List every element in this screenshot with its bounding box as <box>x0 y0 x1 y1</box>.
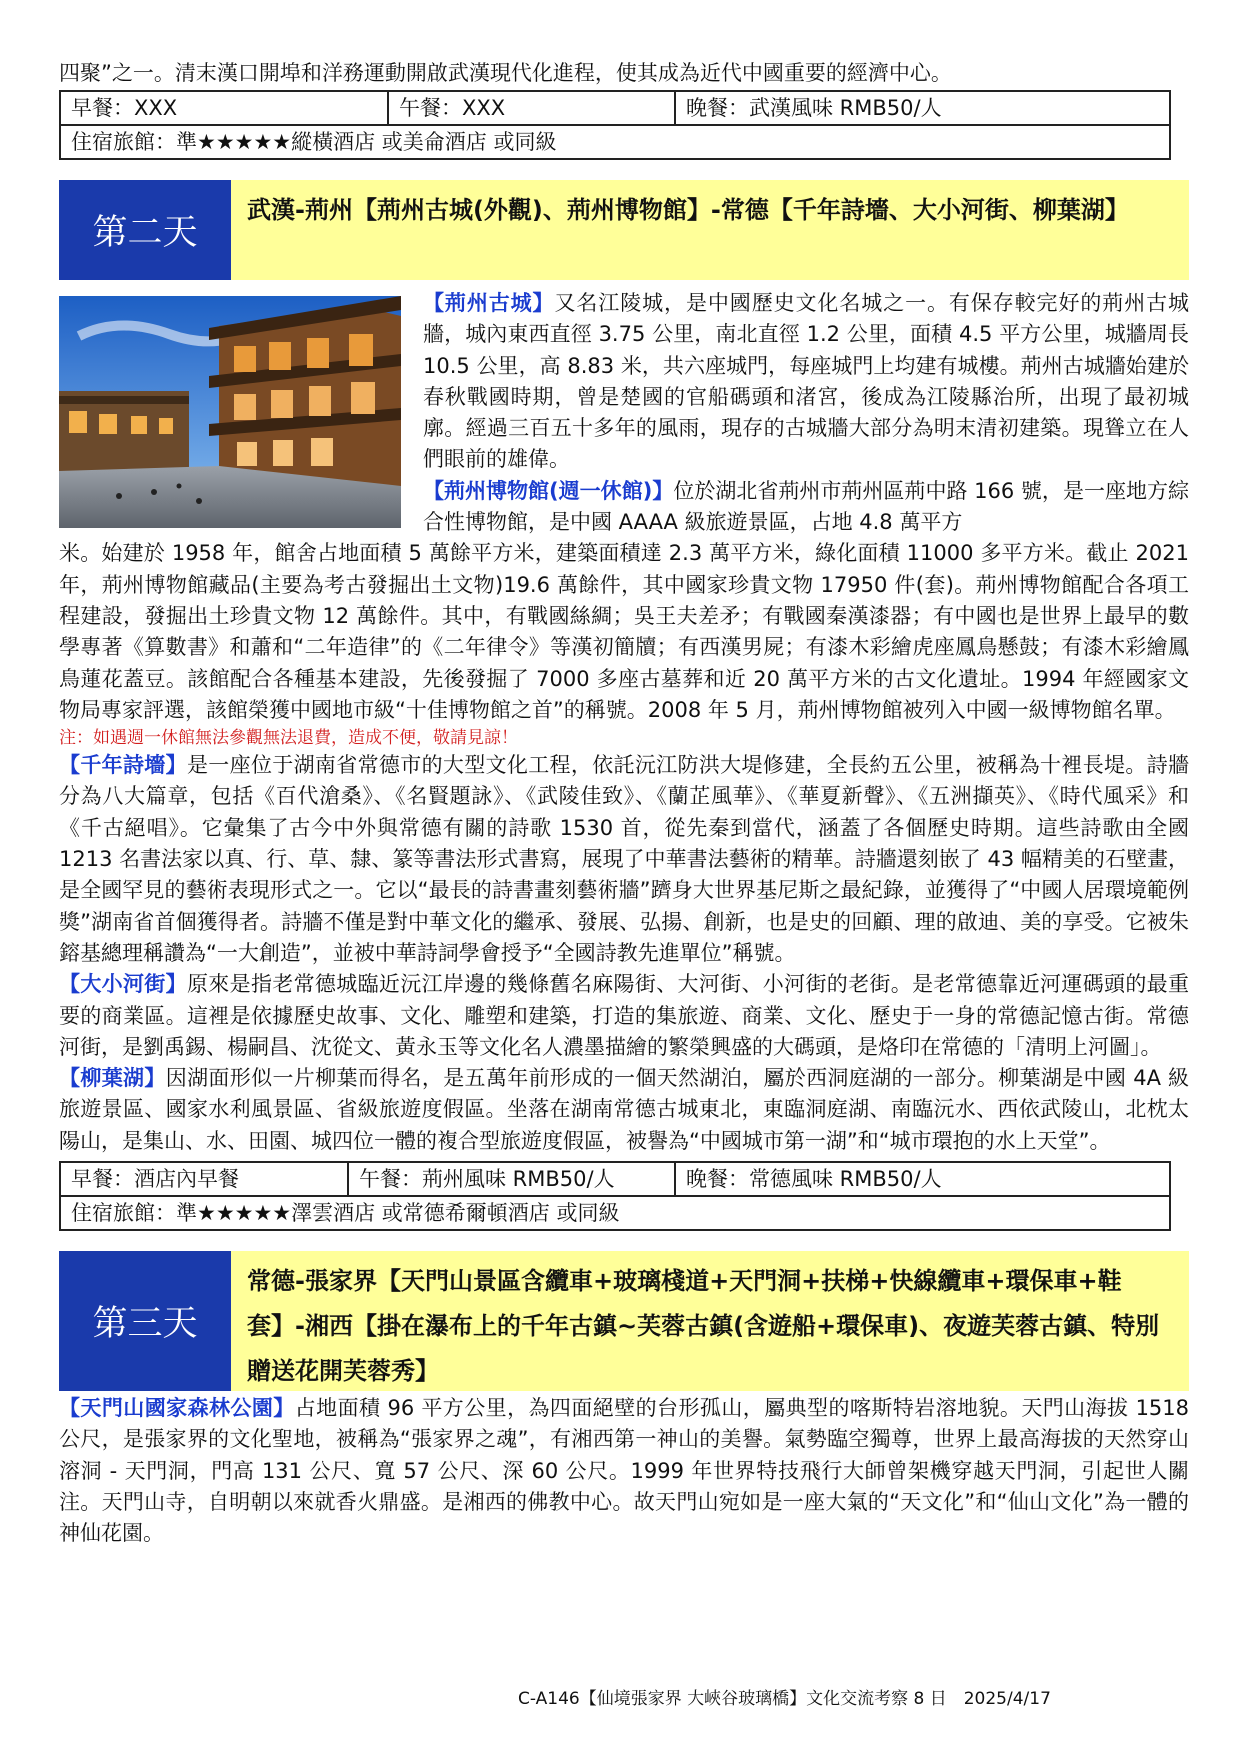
jingzhou-city-paragraph <box>423 288 1189 476</box>
river-street-keyword: 【大小河街】 <box>59 972 187 997</box>
day2-badge: 第二天 <box>59 180 231 280</box>
willow-lake-keyword: 【柳葉湖】 <box>59 1066 166 1091</box>
day1-hotel: 住宿旅館：準★★★★★縱橫酒店 或美侖酒店 或同級 <box>60 125 1170 159</box>
poem-wall-text: 是一座位于湖南省常德市的大型文化工程，依託沅江防洪大堤修建，全長約五公里，被稱為十裡長堤。詩牆分為八大篇章，包括《百代滄桑》、《名賢題詠》、《武陵佳致》、《蘭芷風華》、《華夏新聲》、《五洲擷英》、《時代風采》和《千古絕唱》。它彙集了古今中外與常德有關的詩歌 1530 首，從先秦到當代，涵蓋了各個歷史時期。這些詩歌由全國 1213 名書法家以真、行、草、隸、篆等書法形式書寫，展現了中華書法藝術的精華。詩牆還刻嵌了 43 幅精美的石壁畫，是全國罕見的藝術表現形式之一。它以“最長的詩書畫刻藝術牆”躋身大世界基尼斯之最紀錄，並獲得了“中國人居環境範例獎”湖南省首個獲得者。詩牆不僅是對中華文化的繼承、發展、弘揚、創新，也是史的回顧、理的啟迪、美的享受。它被朱鎔基總理稱讚為“一大創造”，並被中華詩詞學會授予“全國詩教先進單位”稱號。 <box>59 753 1190 965</box>
museum-paragraph-top <box>423 476 1189 539</box>
day2-lunch: 午餐：荊州風味 RMB50/人 <box>348 1162 675 1196</box>
day1-dinner: 晚餐：武漢風味 RMB50/人 <box>675 91 1170 125</box>
museum-paragraph-rest: 米。始建於 1958 年，館舍占地面積 5 萬餘平方米，建築面積達 2.3 萬平方米，綠化面積 11000 多平方米。截止 2021 年，荊州博物館藏品(主要為考古發掘出土文物)19.6 萬餘件，其中國家珍貴文物 17950 件(套)。荊州博物館配合各項工程建設，發掘出土珍貴文物 12 萬餘件。其中，有戰國絲綢；吳王夫差矛；有戰國秦漢漆器；有中國也是世界上最早的數學專著《算數書》和蕭和“二年造律”的《二年律令》等漢初簡牘；有西漢男屍；有漆木彩繪虎座鳳鳥懸鼓；有漆木彩繪鳳鳥蓮花蓋豆。該館配合各種基本建設，先後發掘了 7000 多座古墓葬和近 20 萬平方米的古文化遺址。1994 年經國家文物局專家評選，該館榮獲中國地市級“十佳博物館之首”的稱號。2008 年 5 月，荊州博物館被列入中國一級博物館名單。 <box>59 541 1189 722</box>
day3-title: 常德-張家界【天門山景區含纜車+玻璃棧道+天門洞+扶梯+快線纜車+環保車+鞋套】-湘西【掛在瀑布上的千年古鎮~芙蓉古鎮(含遊船+環保車)、夜遊芙蓉古鎮、特別贈送花開芙蓉秀】 <box>247 1267 1160 1386</box>
poem-wall-paragraph <box>59 750 1189 969</box>
museum-text-top: 位於湖北省荊州市荊州區荊中路 166 號，是一座地方綜合性博物館，是中國 AAAA 級旅遊景區，占地 4.8 萬平方 <box>423 478 1189 535</box>
day2-title: 武漢-荊州【荊州古城(外觀)、荊州博物館】-常德【千年詩墻、大小河街、柳葉湖】 <box>247 196 1129 224</box>
museum-keyword: 【荊州博物館(週一休館)】 <box>423 478 674 503</box>
jingzhou-text-block <box>423 288 1189 538</box>
day1-lunch: 午餐：XXX <box>388 91 675 125</box>
day1-meals-table <box>59 90 1171 160</box>
tianmen-text: 占地面積 96 平方公里，為四面絕壁的台形孤山，屬典型的喀斯特岩溶地貌。天門山海拔 1518 公尺，是張家界的文化聖地，被稱為“張家界之魂”，有湘西第一神山的美譽。氣勢臨空獨尊，世界上最高海拔的天然穿山溶洞 - 天門洞，門高 131 公尺、寬 57 公尺、深 60 公尺。1999 年世界特技飛行大師曾架機穿越天門洞，引起世人關注。天門山寺，自明朝以來就香火鼎盛。是湘西的佛教中心。故天門山宛如是一座大氣的“天文化”和“仙山文化”為一體的神仙花園。 <box>59 1396 1190 1546</box>
day2-breakfast: 早餐：酒店內早餐 <box>60 1162 348 1196</box>
day1-breakfast: 早餐：XXX <box>60 91 388 125</box>
jingzhou-city-text: 又名江陵城，是中國歷史文化名城之一。有保存較完好的荊州古城牆，城內東西直徑 3.75 公里，南北直徑 1.2 公里，面積 4.5 平方公里，城牆周長 10.5 公里，高 8.83 米，共六座城門，每座城門上均建有城樓。荊州古城牆始建於春秋戰國時期，曾是楚國的官船碼頭和渚宮，後成為江陵縣治所，出現了最初城廓。經過三百五十多年的風雨，現存的古城牆大部分為明末清初建築。現聳立在人們眼前的雄偉。 <box>423 291 1190 472</box>
jingzhou-city-keyword: 【荊州古城】 <box>423 291 555 315</box>
day2-meals-table <box>59 1161 1171 1231</box>
day3-badge: 第三天 <box>59 1251 231 1391</box>
willow-lake-text: 因湖面形似一片柳葉而得名，是五萬年前形成的一個天然湖泊，屬於西洞庭湖的一部分。柳葉湖是中國 4A 級旅遊景區、國家水利風景區、省級旅遊度假區。坐落在湖南常德古城東北，東臨洞庭湖、南臨沅水、西依武陵山，北枕太陽山，是集山、水、田園、城四位一體的複合型旅遊度假區，被譽為“中國城市第一湖”和“城市環抱的水上天堂”。 <box>59 1066 1190 1153</box>
river-street-paragraph <box>59 969 1189 1063</box>
willow-lake-paragraph <box>59 1063 1189 1157</box>
jingzhou-ancient-street-photo <box>59 296 401 528</box>
museum-closure-note: 注：如遇週一休館無法參觀無法退費，造成不便，敬請見諒！ <box>59 728 518 749</box>
day3-header <box>59 1251 1189 1391</box>
itinerary-page <box>59 58 1189 1550</box>
street-photo-illustration <box>59 296 401 528</box>
tianmen-keyword: 【天門山國家森林公園】 <box>59 1396 295 1421</box>
river-street-text: 原來是指老常德城臨近沅江岸邊的幾條舊名麻陽街、大河街、小河街的老街。是老常德靠近河運碼頭的最重要的商業區。這裡是依據歷史故事、文化、雕塑和建築，打造的集旅遊、商業、文化、歷史于一身的常德記憶古街。常德河街，是劉禹錫、楊嗣昌、沈從文、黃永玉等文化名人濃墨描繪的繁榮興盛的大碼頭，是烙印在常德的「清明上河圖」。 <box>59 972 1190 1059</box>
tianmen-paragraph <box>59 1393 1189 1549</box>
page-footer: C-A146【仙境張家界 大峽谷玻璃橋】文化交流考察 8 日 2025/4/17 <box>518 1689 1051 1709</box>
intro-line: 四聚”之一。清末漢口開埠和洋務運動開啟武漢現代化進程，使其成為近代中國重要的經濟中心。 <box>59 61 952 85</box>
day2-header <box>59 180 1189 280</box>
day2-hotel: 住宿旅館：準★★★★★澤雲酒店 或常德希爾頓酒店 或同級 <box>60 1196 1170 1230</box>
jingzhou-section <box>59 288 1189 538</box>
day2-dinner: 晚餐：常德風味 RMB50/人 <box>675 1162 1170 1196</box>
poem-wall-keyword: 【千年詩墻】 <box>59 753 187 778</box>
